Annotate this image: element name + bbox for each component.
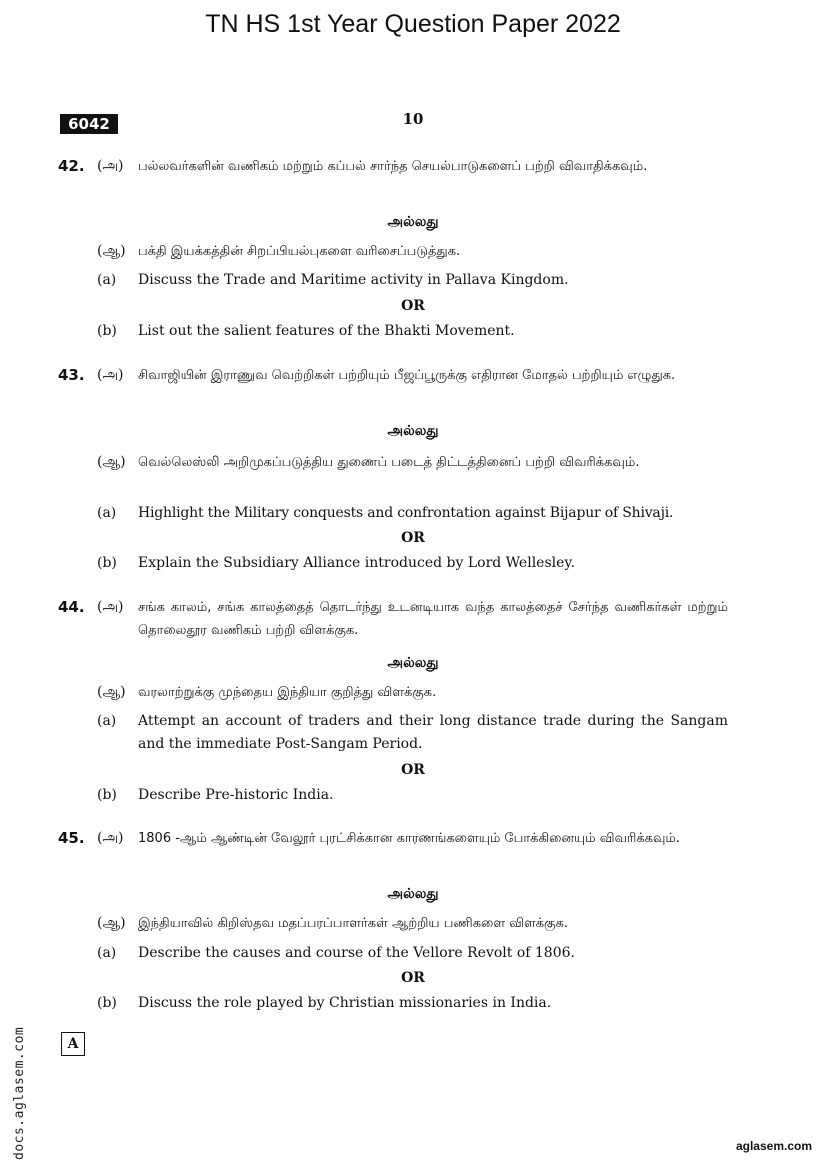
separator-tamil: அல்லது [387,655,439,671]
option-marker: (அ) [97,158,124,174]
question-text-tamil-b: வரலாற்றுக்கு முந்தைய இந்தியா குறித்து விளக்குக. [138,685,437,700]
question-number: 42. [58,157,85,175]
option-marker: (b) [97,995,117,1011]
option-marker: (அ) [97,367,124,383]
question-text-english-b: Describe Pre-historic India. [138,787,334,803]
watermark: docs.aglasem.com [12,1026,27,1160]
question-text-tamil-b: வெல்லெஸ்லி அறிமுகப்படுத்திய துணைப் படைத் திட்டத்தினைப் பற்றி விவரிக்கவும். [138,455,640,470]
separator-english: OR [401,530,425,546]
question-text-tamil-a: சிவாஜியின் இராணுவ வெற்றிகள் பற்றியும் பீஜப்பூருக்கு எதிரான மோதல் பற்றியும் எழுதுக. [138,368,676,383]
question-number: 45. [58,829,85,847]
question-text-tamil-b: பக்தி இயக்கத்தின் சிறப்பியல்புகளை வரிசைப்படுத்துக. [138,244,461,259]
separator-english: OR [401,762,425,778]
question-text-english-b: Explain the Subsidiary Alliance introduced by Lord Wellesley. [138,555,575,571]
option-marker: (a) [97,713,117,729]
question-text-tamil-a: பல்லவர்களின் வணிகம் மற்றும் கப்பல் சார்ந்த செயல்பாடுகளைப் பற்றி விவாதிக்கவும். [138,159,648,174]
option-marker: (ஆ) [97,454,126,470]
question-text-tamil-a: சங்க காலம், சங்க காலத்தைத் தொடர்ந்து உடனடியாக வந்த காலத்தைச் சேர்ந்த வணிகர்கள் மற்றும் தொலைதூர வணிகம் பற்றி விளக்குக. [138,600,728,638]
separator-tamil: அல்லது [387,423,439,439]
option-marker: (a) [97,272,117,288]
footer-site-link[interactable]: aglasem.com [735,1139,812,1153]
question-text-english-a: Attempt an account of traders and their long distance trade during the Sangam and the immediate Post-Sangam Period. [138,713,728,752]
separator-english: OR [401,970,425,986]
question-number: 43. [58,366,85,384]
question-number: 44. [58,598,85,616]
boxed-label: A [61,1032,85,1056]
question-text-tamil-b: இந்தியாவில் கிறிஸ்தவ மதப்பரப்பாளர்கள் ஆற்றிய பணிகளை விளக்குக. [138,916,568,931]
question-text-english-b: Discuss the role played by Christian missionaries in India. [138,995,552,1011]
question-text-english-a: Describe the causes and course of the Vellore Revolt of 1806. [138,945,575,961]
option-marker: (ஆ) [97,915,126,931]
option-marker: (அ) [97,599,124,615]
question-text-english-b: List out the salient features of the Bhakti Movement. [138,323,515,339]
separator-tamil: அல்லது [387,886,439,902]
option-marker: (b) [97,555,117,571]
option-marker: (a) [97,505,117,521]
option-marker: (ஆ) [97,684,126,700]
option-marker: (b) [97,787,117,803]
page-title: TN HS 1st Year Question Paper 2022 [205,10,621,38]
separator-tamil: அல்லது [387,214,439,230]
paper-code-badge: 6042 [60,114,118,134]
option-marker: (b) [97,323,117,339]
question-text-tamil-a: 1806 -ஆம் ஆண்டின் வேலூர் புரட்சிக்கான காரணங்களையும் போக்கினையும் விவரிக்கவும். [138,831,680,846]
question-text-english-a: Highlight the Military conquests and confrontation against Bijapur of Shivaji. [138,505,674,521]
option-marker: (ஆ) [97,243,126,259]
option-marker: (அ) [97,830,124,846]
separator-english: OR [401,298,425,314]
question-text-english-a: Discuss the Trade and Maritime activity in Pallava Kingdom. [138,272,569,288]
option-marker: (a) [97,945,117,961]
page-number: 10 [402,110,424,128]
